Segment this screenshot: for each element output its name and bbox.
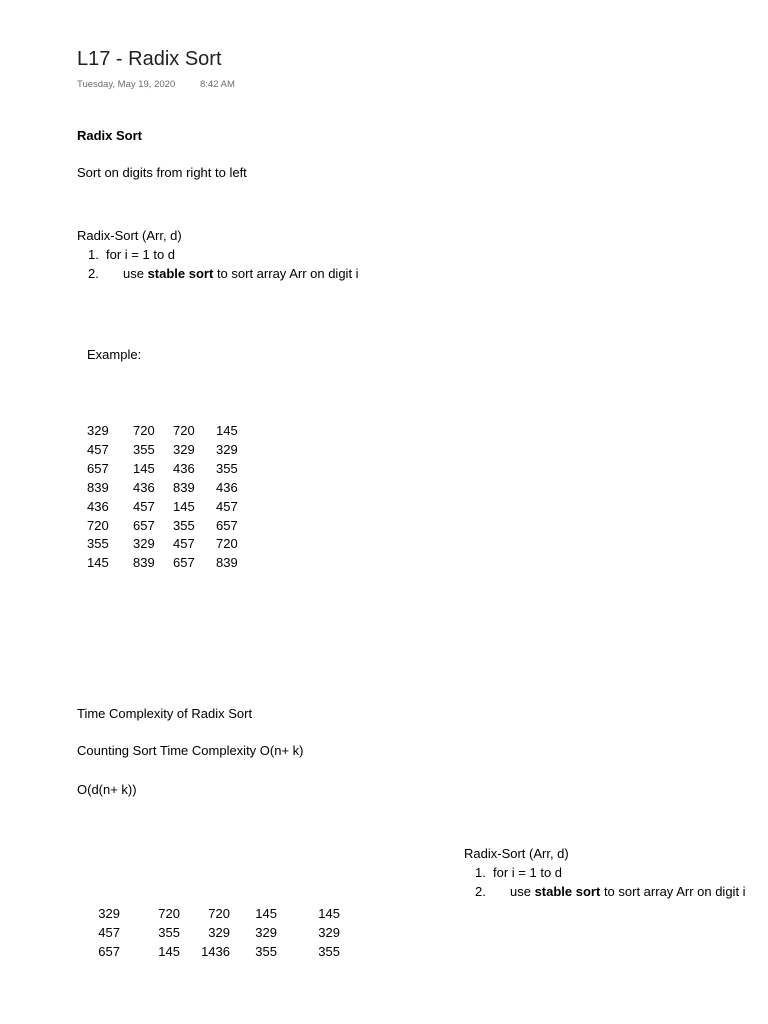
table-cell: 329 bbox=[318, 925, 340, 940]
table-cell: 457 bbox=[216, 498, 238, 514]
table-cell: 145 bbox=[87, 555, 109, 571]
table-cell: 457 bbox=[173, 536, 195, 552]
pseudocode-line1-text: for i = 1 to d bbox=[106, 247, 176, 262]
table-cell: 436 bbox=[216, 479, 238, 495]
complexity-heading: Time Complexity of Radix Sort bbox=[77, 706, 253, 721]
example-label: Example: bbox=[87, 347, 142, 362]
table-cell: 720 bbox=[158, 906, 180, 921]
table-cell: 839 bbox=[173, 479, 195, 495]
pseudocode-line2-bold: stable sort bbox=[147, 266, 214, 281]
table-cell: 436 bbox=[173, 460, 195, 476]
table-cell: 355 bbox=[216, 460, 238, 476]
table-cell: 436 bbox=[87, 498, 109, 514]
table-cell: 329 bbox=[216, 441, 238, 457]
table-cell: 720 bbox=[216, 536, 238, 552]
table-cell: 657 bbox=[87, 460, 109, 476]
table-cell: 436 bbox=[133, 479, 155, 495]
table-cell: 839 bbox=[133, 555, 155, 571]
table-cell: 355 bbox=[255, 944, 277, 959]
table-cell: 329 bbox=[133, 536, 155, 552]
table-cell: 329 bbox=[255, 925, 277, 940]
pseudocode-line2-post: to sort array Arr on digit i bbox=[213, 266, 359, 281]
table-cell: 657 bbox=[216, 517, 238, 533]
table-cell: 355 bbox=[87, 536, 109, 552]
table-cell: 839 bbox=[87, 479, 109, 495]
pseudocode-copy-line2-pre: use bbox=[510, 884, 535, 899]
table-cell: 145 bbox=[158, 944, 180, 959]
table-cell: 145 bbox=[173, 498, 195, 514]
table-cell: 329 bbox=[173, 441, 195, 457]
table-cell: 145 bbox=[133, 460, 155, 476]
page-title: L17 - Radix Sort bbox=[77, 48, 222, 70]
table-cell: 457 bbox=[87, 441, 109, 457]
table-cell: 145 bbox=[318, 906, 340, 921]
table-cell: 657 bbox=[173, 555, 195, 571]
pseudocode-line1-number: 1. bbox=[88, 247, 99, 262]
table-cell: 355 bbox=[133, 441, 155, 457]
intro-text: Sort on digits from right to left bbox=[77, 165, 247, 180]
table-cell: 145 bbox=[216, 423, 238, 438]
table-cell: 720 bbox=[87, 517, 109, 533]
table-cell: 657 bbox=[98, 944, 120, 959]
pseudocode-line2-number: 2. bbox=[88, 266, 99, 281]
page-time: 8:42 AM bbox=[200, 79, 235, 90]
radix-sort-complexity: O(d(n+ k)) bbox=[77, 782, 137, 797]
table-cell: 839 bbox=[216, 555, 238, 571]
pseudocode-copy-line2-post: to sort array Arr on digit i bbox=[600, 884, 746, 899]
table-cell: 720 bbox=[208, 906, 230, 921]
counting-sort-complexity: Counting Sort Time Complexity O(n+ k) bbox=[77, 743, 304, 758]
table-cell: 355 bbox=[173, 517, 195, 533]
pseudocode-copy-line2-bold: stable sort bbox=[534, 884, 601, 899]
table-cell: 329 bbox=[98, 906, 120, 921]
table-cell: 720 bbox=[173, 423, 195, 438]
table-cell: 355 bbox=[158, 925, 180, 940]
pseudocode-line2 bbox=[123, 264, 359, 283]
pseudocode-copy-line2 bbox=[510, 882, 746, 901]
pseudocode-signature: Radix-Sort (Arr, d) bbox=[77, 228, 182, 243]
pseudocode-line2-pre: use bbox=[123, 266, 148, 281]
table-cell: 720 bbox=[133, 423, 155, 438]
pseudocode-copy-line1-number: 1. bbox=[475, 865, 486, 880]
pseudocode-copy-line1-text: for i = 1 to d bbox=[493, 865, 563, 880]
page-date: Tuesday, May 19, 2020 bbox=[77, 79, 176, 90]
table-cell: 329 bbox=[87, 423, 109, 438]
table-cell: 1436 bbox=[201, 944, 230, 959]
table-cell: 657 bbox=[133, 517, 155, 533]
section-heading: Radix Sort bbox=[77, 128, 143, 143]
table-cell: 355 bbox=[318, 944, 340, 959]
table-cell: 457 bbox=[133, 498, 155, 514]
table-cell: 329 bbox=[208, 925, 230, 940]
table-cell: 457 bbox=[98, 925, 120, 940]
pseudocode-copy-line2-number: 2. bbox=[475, 884, 486, 899]
pseudocode-copy-signature: Radix-Sort (Arr, d) bbox=[464, 846, 569, 861]
table-cell: 145 bbox=[255, 906, 277, 921]
